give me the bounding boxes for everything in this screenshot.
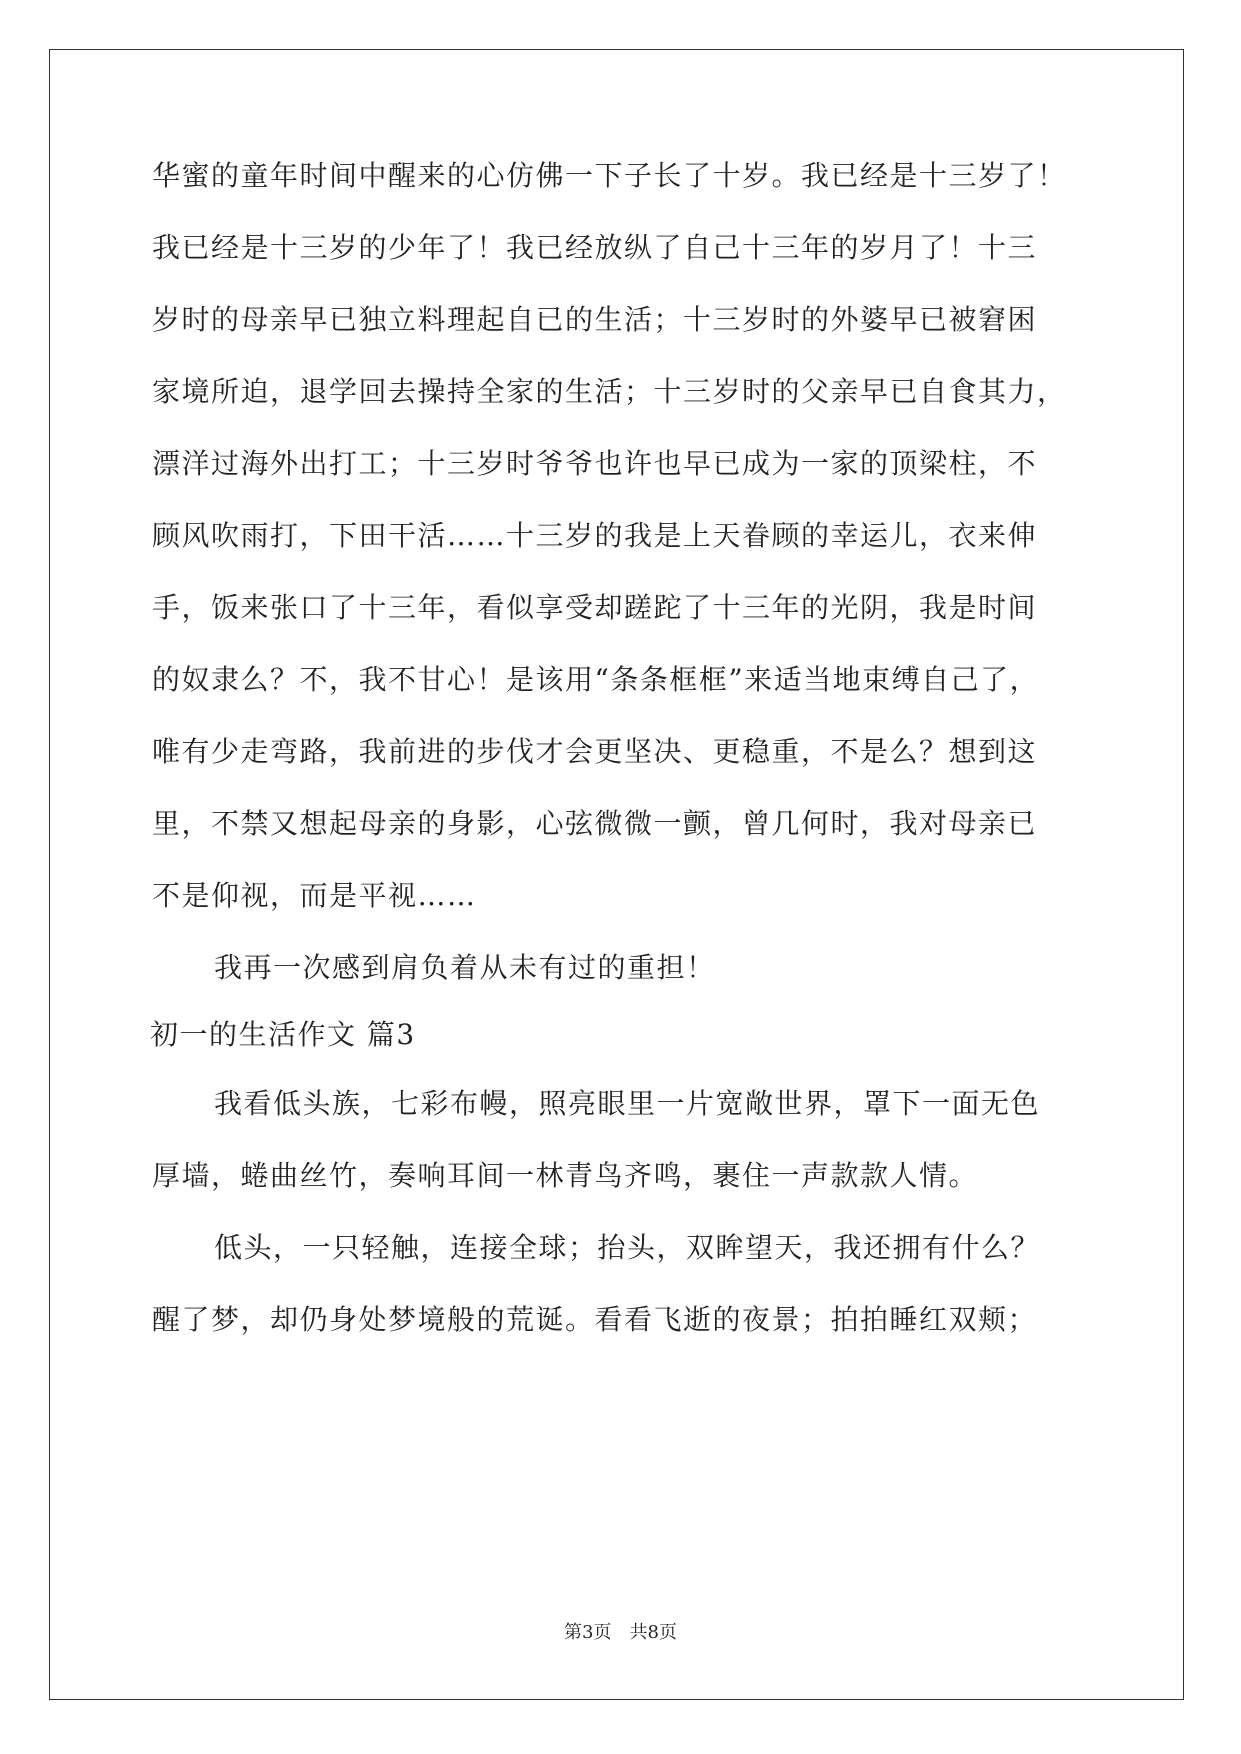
section-heading: 初一的生活作文 篇3 (150, 1018, 416, 1051)
text-line: 的奴隶么？不，我不甘心！是该用“条条框框”来适当地束缚自己了， (152, 663, 1040, 696)
text-line: 厚墙，蜷曲丝竹，奏响耳间一林青鸟齐鸣，裹住一声款款人情。 (152, 1159, 979, 1192)
text-line: 里，不禁又想起母亲的身影，心弦微微一颤，曾几何时，我对母亲已 (152, 807, 1038, 840)
text-line: 家境所迫，退学回去操持全家的生活；十三岁时的父亲早已自食其力， (152, 375, 1067, 408)
text-line: 唯有少走弯路，我前进的步伐才会更坚决、更稳重，不是么？想到这 (152, 735, 1038, 768)
paragraph-line: 我再一次感到肩负着从未有过的重担！ (214, 951, 716, 984)
text-line: 顾风吹雨打，下田干活……十三岁的我是上天眷顾的幸运儿，衣来伸 (152, 519, 1038, 552)
page-footer: 第3页 共8页 (564, 1622, 677, 1643)
text-line: 不是仰视，而是平视…… (152, 879, 477, 912)
text-line: 我已经是十三岁的少年了！我已经放纵了自己十三年的岁月了！十三 (152, 231, 1038, 264)
page-frame (49, 49, 1184, 1700)
text-line: 手，饭来张口了十三年，看似享受却蹉跎了十三年的光阴，我是时间 (152, 591, 1038, 624)
paragraph-line: 我看低头族，七彩布幔，照亮眼里一片宽敞世界，罩下一面无色 (214, 1087, 1041, 1120)
text-line: 醒了梦，却仍身处梦境般的荒诞。看看飞逝的夜景；拍拍睡红双颊； (152, 1303, 1038, 1336)
text-line: 漂洋过海外出打工；十三岁时爷爷也许也早已成为一家的顶梁柱，不 (152, 447, 1038, 480)
text-line: 岁时的母亲早已独立料理起自已的生活；十三岁时的外婆早已被窘困 (152, 303, 1038, 336)
text-line: 华蜜的童年时间中醒来的心仿佛一下子长了十岁。我已经是十三岁了！ (152, 159, 1067, 192)
paragraph-line: 低头，一只轻触，连接全球；抬头，双眸望天，我还拥有什么？ (214, 1231, 1041, 1264)
